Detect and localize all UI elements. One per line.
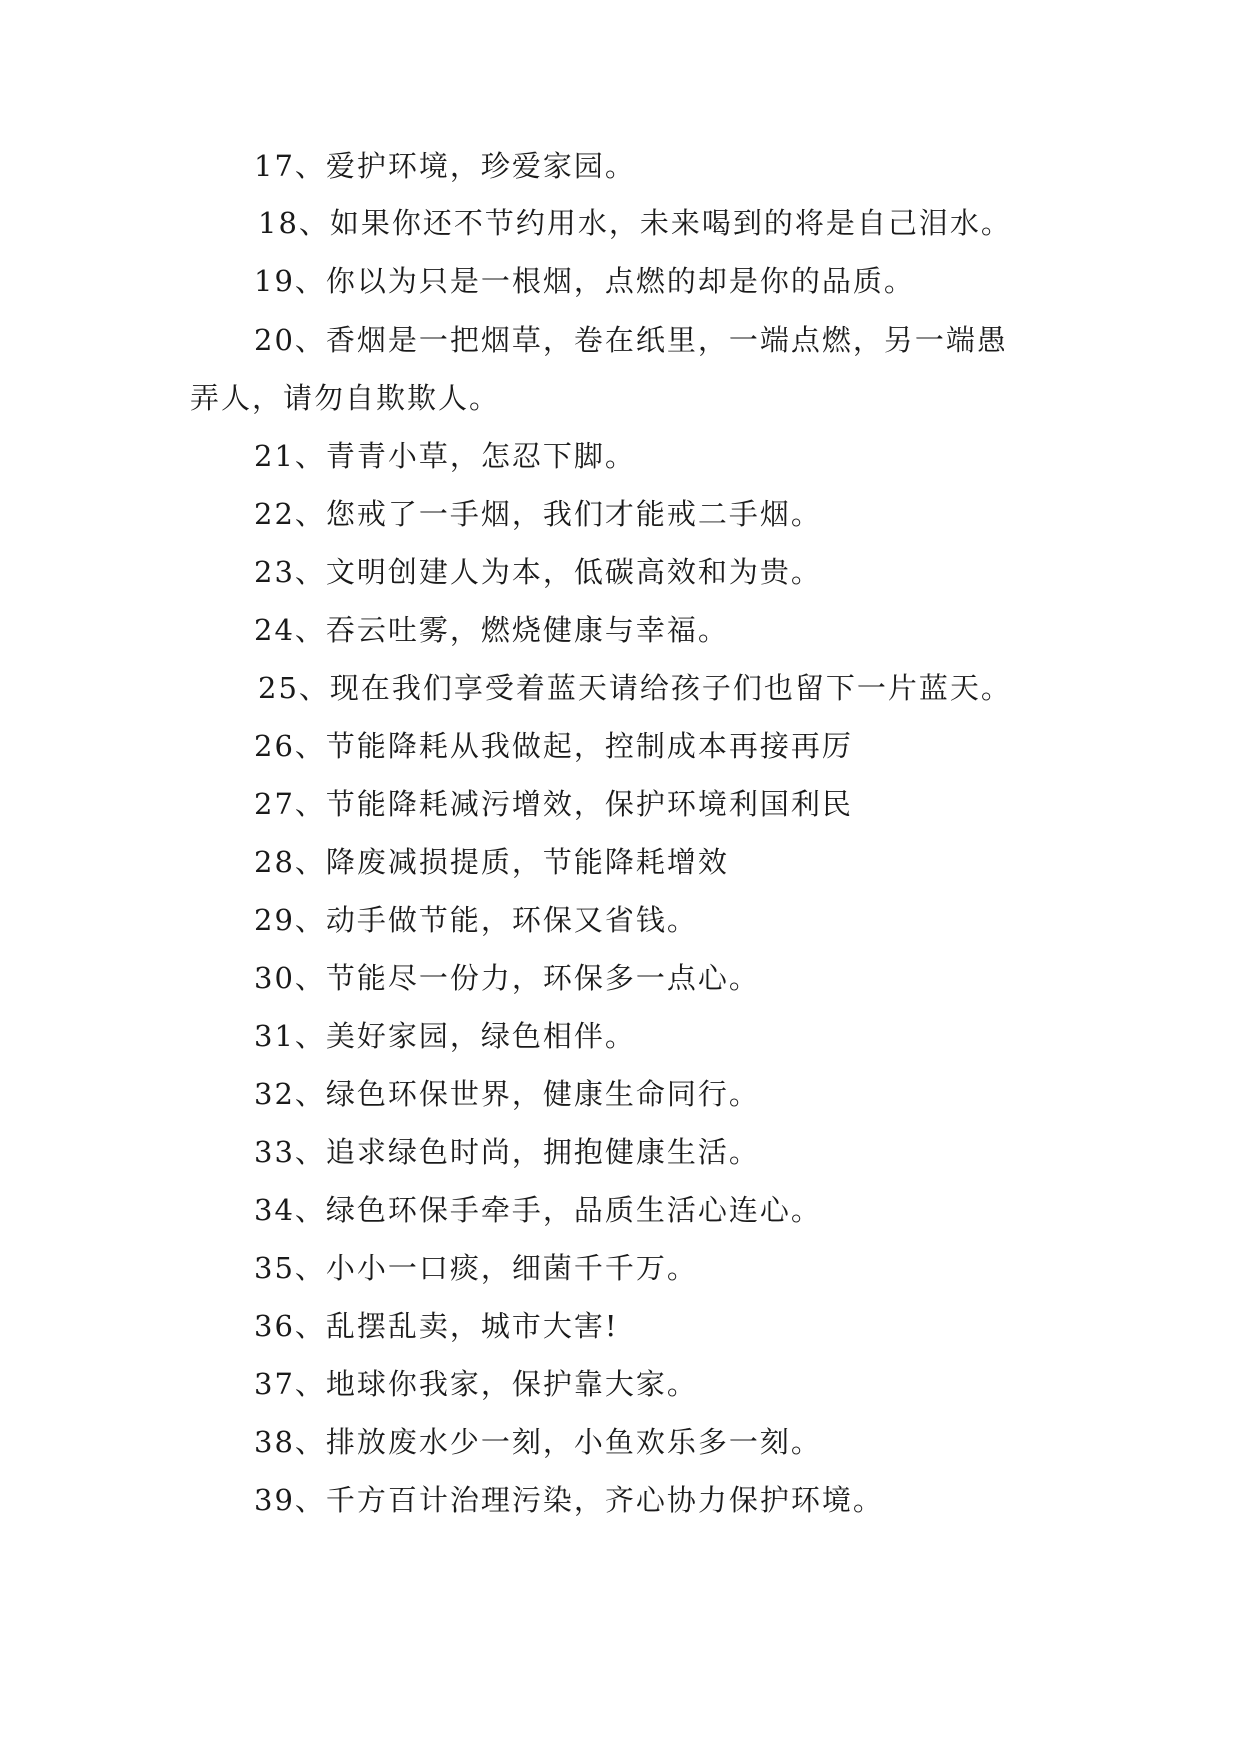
text-line-37: 37、地球你我家，保护靠大家。 xyxy=(254,1367,698,1401)
text-line-30: 30、节能尽一份力，环保多一点心。 xyxy=(254,961,760,995)
text-line-24: 24、吞云吐雾，燃烧健康与幸福。 xyxy=(254,613,729,647)
text-line-25: 25、现在我们享受着蓝天请给孩子们也留下一片蓝天。 xyxy=(258,671,1012,705)
text-line-38: 38、排放废水少一刻，小鱼欢乐多一刻。 xyxy=(254,1425,822,1459)
text-line-19: 19、你以为只是一根烟，点燃的却是你的品质。 xyxy=(254,264,915,298)
text-line-21: 21、青青小草，怎忍下脚。 xyxy=(254,439,636,473)
text-line-18: 18、如果你还不节约用水，未来喝到的将是自己泪水。 xyxy=(258,206,1012,240)
text-line-20-cont: 弄人，请勿自欺欺人。 xyxy=(190,381,501,415)
text-line-29: 29、动手做节能，环保又省钱。 xyxy=(254,903,698,937)
text-line-32: 32、绿色环保世界，健康生命同行。 xyxy=(254,1077,760,1111)
text-line-17: 17、爱护环境，珍爱家园。 xyxy=(254,149,636,183)
text-line-33: 33、追求绿色时尚，拥抱健康生活。 xyxy=(254,1135,760,1169)
text-line-27: 27、节能降耗减污增效，保护环境利国利民 xyxy=(254,787,853,821)
text-line-34: 34、绿色环保手牵手，品质生活心连心。 xyxy=(254,1193,822,1227)
text-line-31: 31、美好家园，绿色相伴。 xyxy=(254,1019,636,1053)
text-line-26: 26、节能降耗从我做起，控制成本再接再厉 xyxy=(254,729,853,763)
text-line-35: 35、小小一口痰，细菌千千万。 xyxy=(254,1251,698,1285)
text-line-22: 22、您戒了一手烟，我们才能戒二手烟。 xyxy=(254,497,822,531)
text-line-36: 36、乱摆乱卖，城市大害! xyxy=(254,1309,619,1343)
text-line-23: 23、文明创建人为本，低碳高效和为贵。 xyxy=(254,555,822,589)
text-line-39: 39、千方百计治理污染，齐心协力保护环境。 xyxy=(254,1483,884,1517)
text-line-28: 28、降废减损提质，节能降耗增效 xyxy=(254,845,729,879)
text-line-20: 20、香烟是一把烟草，卷在纸里，一端点燃，另一端愚 xyxy=(254,323,1008,357)
